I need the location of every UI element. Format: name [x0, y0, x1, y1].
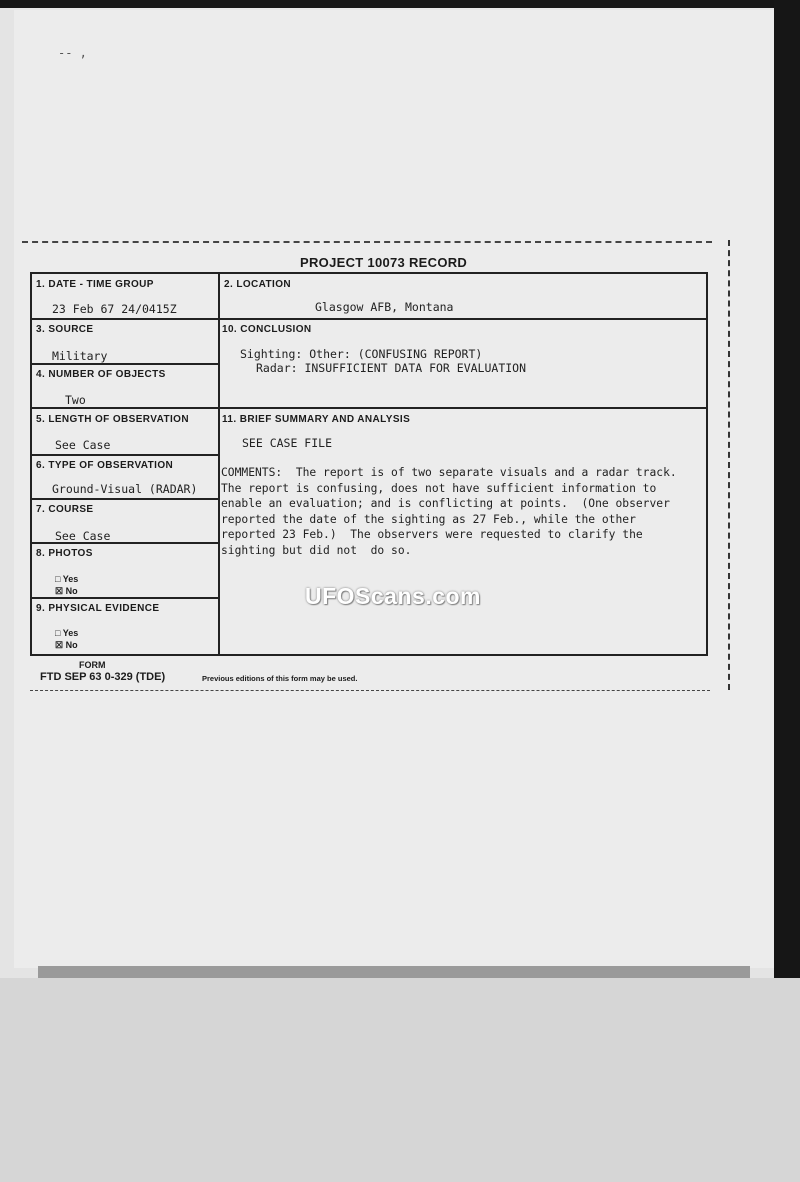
row-divider: [30, 363, 220, 365]
row-divider: [30, 407, 708, 409]
row-divider: [30, 597, 220, 599]
row-divider: [30, 318, 708, 320]
date-time-label: 1. DATE - TIME GROUP: [36, 279, 154, 290]
number-of-objects-value: Two: [65, 393, 86, 407]
conclusion-radar: Radar: INSUFFICIENT DATA FOR EVALUATION: [256, 361, 527, 375]
bottom-dashed-line: [30, 690, 710, 691]
footer-form-word: FORM: [79, 660, 106, 670]
location-label: 2. LOCATION: [224, 279, 291, 290]
number-of-objects-label: 4. NUMBER OF OBJECTS: [36, 369, 166, 380]
page-bottom-shadow: [38, 966, 750, 978]
evidence-yes-checkbox: [55, 628, 78, 638]
photos-no-label: No: [65, 586, 78, 596]
comments-text: [221, 465, 707, 558]
date-time-value: 23 Feb 67 24/0415Z: [52, 302, 177, 316]
scan-lower-area: [0, 978, 800, 1182]
length-of-observation-label: 5. LENGTH OF OBSERVATION: [36, 414, 189, 425]
conclusion-sighting: Sighting: Other: (CONFUSING REPORT): [240, 347, 483, 361]
physical-evidence-label: 9. PHYSICAL EVIDENCE: [36, 603, 160, 614]
row-divider: [30, 454, 220, 456]
checkbox-checked-icon: ☒: [55, 586, 64, 596]
evidence-yes-label: Yes: [62, 628, 79, 638]
comment-line: reported 23 Feb.) The observers were requested to clarify the: [221, 528, 643, 541]
checkbox-empty-icon: □: [55, 628, 61, 638]
conclusion-label: 10. CONCLUSION: [222, 324, 312, 335]
type-of-observation-label: 6. TYPE OF OBSERVATION: [36, 460, 174, 471]
footer-form-id: FTD SEP 63 0-329 (TDE): [40, 671, 166, 683]
summary-label: 11. BRIEF SUMMARY AND ANALYSIS: [222, 414, 411, 425]
comment-line: enable an evaluation; and is conflicting at points. (One observer: [221, 497, 670, 510]
form-title: PROJECT 10073 RECORD: [300, 255, 468, 270]
comment-line: sighting but did not do so.: [221, 543, 412, 557]
source-value: Military: [52, 349, 108, 363]
course-label: 7. COURSE: [36, 504, 94, 515]
source-label: 3. SOURCE: [36, 324, 94, 335]
course-value: See Case: [55, 529, 111, 543]
photos-yes-label: Yes: [62, 574, 79, 584]
type-of-observation-value: Ground-Visual (RADAR): [52, 482, 198, 496]
checkbox-checked-icon: ☒: [55, 640, 64, 650]
top-dashed-line: [22, 241, 712, 243]
row-divider: [30, 498, 220, 500]
checkbox-empty-icon: □: [55, 574, 61, 584]
right-dashed-line: [728, 240, 730, 690]
watermark: UFOScans.com: [305, 583, 481, 609]
corner-mark: -- ,: [58, 46, 87, 60]
evidence-no-label: No: [65, 640, 78, 650]
comment-line: reported the date of the sighting as 27 Feb., while the other: [221, 512, 636, 526]
scan-border-top: [0, 0, 800, 8]
photos-no-checkbox: [55, 586, 78, 597]
scan-border-right: [774, 0, 800, 980]
comment-line: The report is confusing, does not have sufficient information to: [221, 481, 657, 495]
photos-label: 8. PHOTOS: [36, 548, 93, 559]
comment-line: COMMENTS: The report is of two separate visuals and a radar track.: [221, 466, 677, 479]
evidence-no-checkbox: [55, 640, 78, 651]
see-case-file: SEE CASE FILE: [242, 436, 333, 450]
length-of-observation-value: See Case: [55, 438, 111, 452]
photos-yes-checkbox: [55, 574, 78, 584]
location-value: Glasgow AFB, Montana: [315, 300, 454, 314]
footer-note: Previous editions of this form may be used.: [202, 674, 358, 683]
